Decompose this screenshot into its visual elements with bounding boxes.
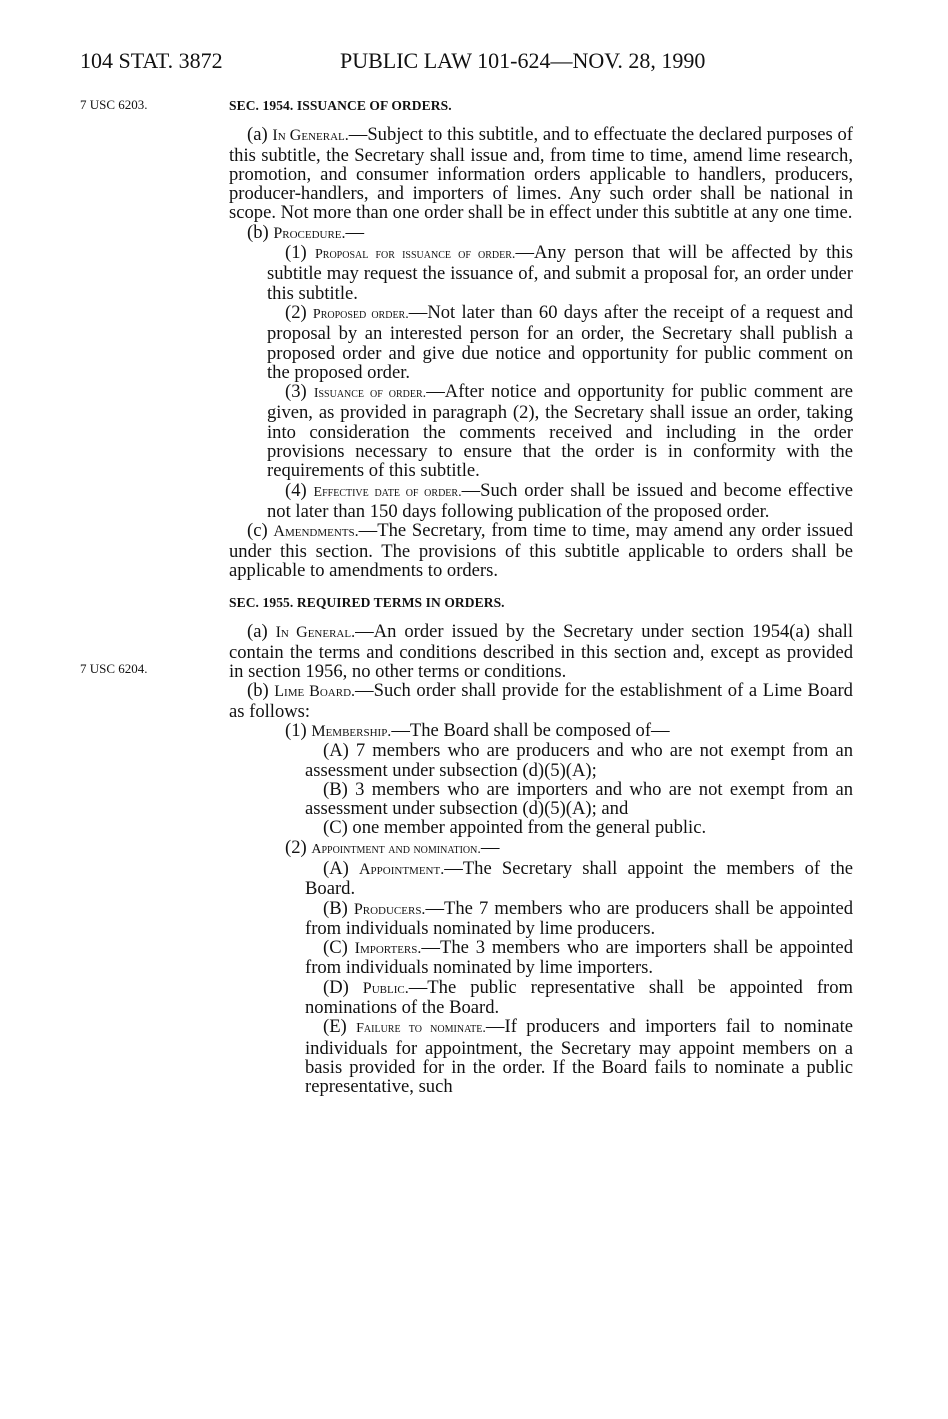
sec1954-subsection-a: (a) In General.—Subject to this subtitle, and to effectuate the declared purposes of this subtitle, the Secretary shall issue and, from time to time, amend lime research, promotion, and consumer information orders applicable to handlers, producers, producer-handlers, and importers of limes. Any such order shall be national in scope. Not more than one order shall be in effect under this subtitle at any one time.: [229, 124, 853, 224]
sec1954-paragraph-b1: (1) Proposal for issuance of order.—Any person that will be affected by this subtitle may request the issuance of, and submit a proposal for, an order under this subtitle.: [267, 242, 853, 304]
sec1955-clause-b2B: (B) Producers.—The 7 members who are producers shall be appointed from individuals nominated by lime producers.: [305, 897, 853, 939]
statute-body: [229, 96, 853, 1097]
sec1954-subsection-b: (b) Procedure.—: [247, 221, 365, 243]
sec1955-subsection-b: (b) Lime Board.—Such order shall provide for the establishment of a Lime Board as follows:: [229, 680, 853, 722]
section-1955-heading: SEC. 1955. REQUIRED TERMS IN ORDERS.: [229, 595, 505, 611]
section-1954-heading: SEC. 1954. ISSUANCE OF ORDERS.: [229, 98, 452, 113]
sec1954-paragraph-b3: (3) Issuance of order.—After notice and opportunity for public comment are given, as provided in paragraph (2), the Secretary shall issue an order, taking into consideration the comments received and including in the order provisions necessary to ensure that the order is in conformity with the requirements of this subtitle.: [267, 381, 853, 482]
sec1955-clause-b2E: (E) Failure to nominate.—If producers and importers fail to nominate individuals for appointment, the Secretary may appoint members on a basis provided for in the order. If the Board fails to nominate a public representative, such: [305, 1016, 854, 1098]
sec1955-clause-b2A: (A) Appointment.—The Secretary shall appoint the members of the Board.: [305, 857, 853, 900]
sec1955-paragraph-b2: (2) Appointment and nomination.—: [285, 836, 500, 858]
sec1955-clause-b2C: (C) Importers.—The 3 members who are importers shall be appointed from individuals nominated by lime importers.: [305, 937, 853, 979]
sec1954-paragraph-b4: (4) Effective date of order.—Such order shall be issued and become effective not later than 150 days following publication of the proposed order.: [267, 479, 853, 522]
public-law-title: PUBLIC LAW 101-624—NOV. 28, 1990: [340, 48, 706, 73]
sec1955-clause-b1C: (C) one member appointed from the general public.: [323, 817, 707, 839]
margin-note-6204: 7 USC 6204.: [80, 661, 148, 676]
sec1955-clause-b1A: (A) 7 members who are producers and who are not exempt from an assessment under subsection (d)(5)(A);: [305, 740, 853, 781]
sec1955-subsection-a: (a) In General.—An order issued by the Secretary under section 1954(a) shall contain the terms and conditions described in this section and, except as provided in section 1956, no other terms or conditions.: [229, 621, 853, 683]
sec1955-clause-b1B: (B) 3 members who are importers and who are not exempt from an assessment under subsection (d)(5)(A); and: [305, 778, 853, 820]
stat-page-number: 104 STAT. 3872: [80, 48, 223, 73]
sec1954-subsection-c: (c) Amendments.—The Secretary, from time to time, may amend any order issued under this section. The provisions of this subtitle applicable to orders shall be applicable to amendments to orders.: [229, 520, 853, 581]
sec1954-paragraph-b2: (2) Proposed order.—Not later than 60 days after the receipt of a request and proposal by an interested person for an order, the Secretary shall publish a proposed order and give due notice and opportunity for public comment on the proposed order.: [267, 301, 853, 383]
margin-note-6203: 7 USC 6203.: [80, 97, 148, 112]
sec1955-paragraph-b1: (1) Membership.—The Board shall be composed of—: [285, 719, 670, 741]
sec1955-clause-b2D: (D) Public.—The public representative shall be appointed from nominations of the Board.: [305, 976, 853, 1019]
